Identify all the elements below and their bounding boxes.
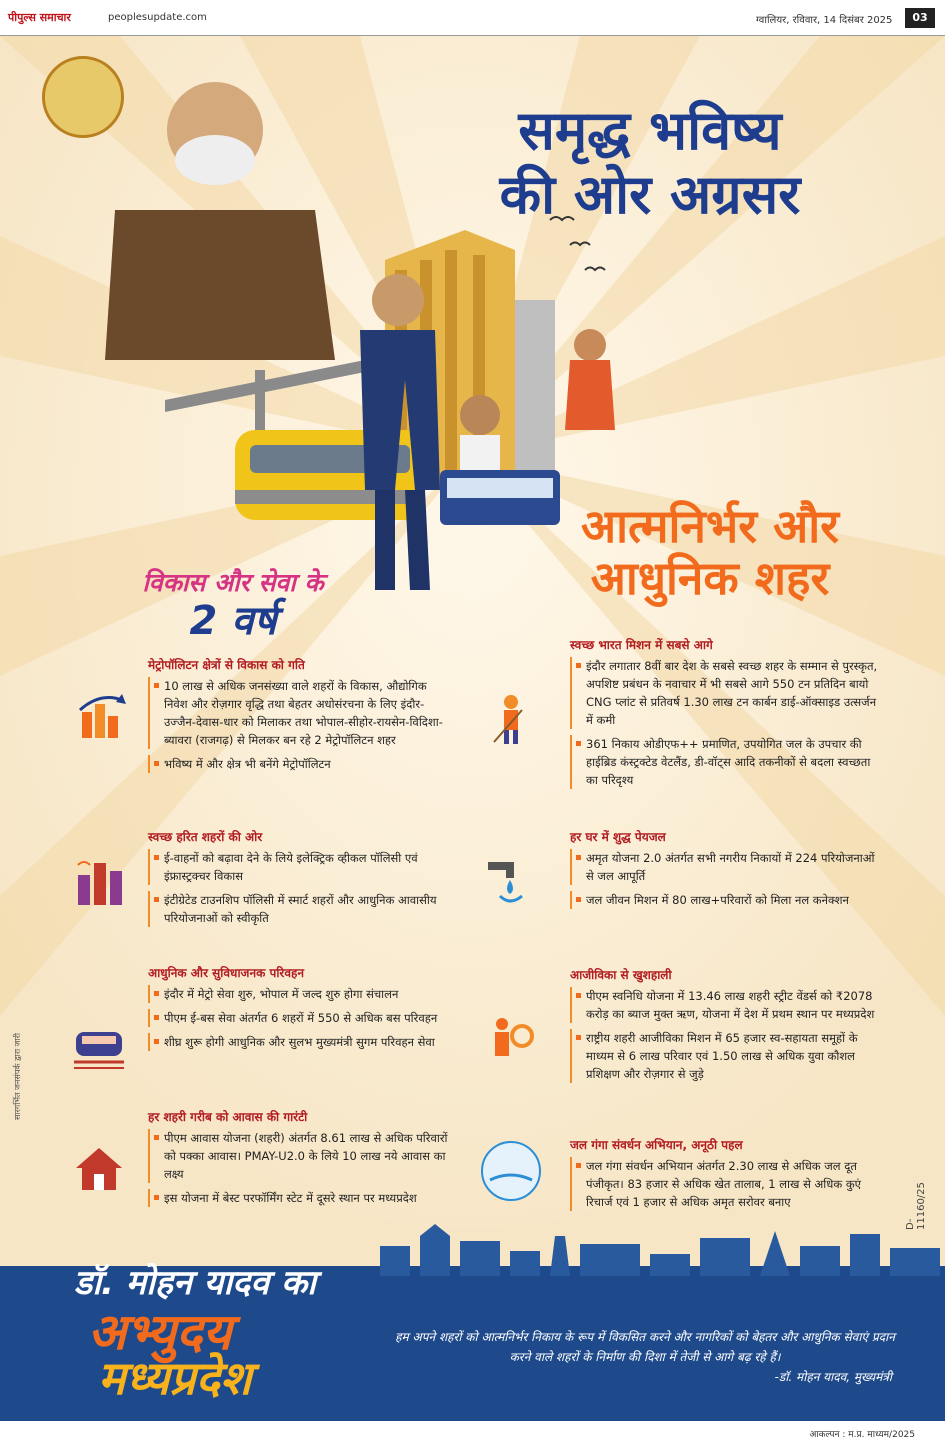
section-title: हर शहरी गरीब को आवास की गारंटी xyxy=(148,1110,308,1124)
livelihood-icon xyxy=(482,1010,540,1068)
headline2-line1: आत्मनिर्भर और xyxy=(581,499,839,553)
section-title: आजीविका से खुशहाली xyxy=(570,968,672,982)
bullet-point: भविष्य में और क्षेत्र भी बनेंगे मेट्रोपॉलिटन xyxy=(148,755,453,773)
bullet-point: इंदौर लगातार 8वीं बार देश के सबसे स्वच्छ शहर के सम्मान से पुरस्कृत, अपशिष्ट प्रबंधन के नवाचार में भी सबसे आगे 550 टन प्रतिदिन बायो CNG प्लांट से प्रतिवर्ष 1.30 लाख टन कार्बन डाई-ऑक्साइड उत्सर्जन में कमी xyxy=(570,657,878,729)
section-jal-ganga xyxy=(570,1136,878,1217)
main-headline xyxy=(440,98,860,226)
section-title: स्वच्छ भारत मिशन में सबसे आगे xyxy=(570,638,713,652)
ad-code: D-11160/25 xyxy=(905,1182,927,1230)
footer-title-line2: अभ्युदय xyxy=(88,1303,232,1361)
badge-line2: 2 वर्ष xyxy=(189,598,277,644)
cm-quote xyxy=(390,1327,900,1387)
bullet-point: शीघ्र शुरू होगी आधुनिक और सुलभ मुख्यमंत्री सुगम परिवहन सेवा xyxy=(148,1033,453,1051)
secondary-headline xyxy=(525,500,895,604)
bullet-point: पीएम आवास योजना (शहरी) अंतर्गत 8.61 लाख से अधिक परिवारों को पक्का आवास। PMAY-U2.0 के लिये 10 लाख नये आवास का लक्ष्य xyxy=(148,1129,453,1183)
jal-ganga-logo-icon xyxy=(480,1140,542,1202)
section-metropolitan xyxy=(148,656,453,779)
smart-city-icon xyxy=(72,855,130,913)
bullet-point: 361 निकाय ओडीएफ++ प्रमाणित, उपयोगित जल के उपचार की हाईब्रिड कंस्ट्रक्टेड वेटलैंड, डी-वॉट्स आदि तकनीकों से बदला स्वच्छता का परिदृश्य xyxy=(570,735,878,789)
bottom-strip xyxy=(0,1421,945,1445)
section-transport xyxy=(148,964,453,1057)
bullet-point: जल गंगा संवर्धन अभियान अंतर्गत 2.30 लाख से अधिक जल दूत पंजीकृत। 83 हजार से अधिक खेत तालाब, 1 लाख से अधिक कुएं रिचार्ज एवं 1 हजार से अधिक अमृत सरोवर बनाए xyxy=(570,1157,878,1211)
city-growth-icon xyxy=(72,690,130,748)
house-icon xyxy=(70,1140,128,1198)
water-tap-icon xyxy=(482,850,540,908)
bullet-point: पीएम स्वनिधि योजना में 13.46 लाख शहरी स्ट्रीट वेंडर्स को ₹2078 करोड़ का ब्याज मुक्त ऋण, योजना में देश में प्रथम स्थान पर मध्यप्रदेश xyxy=(570,987,878,1023)
section-title: आधुनिक और सुविधाजनक परिवहन xyxy=(148,966,305,980)
bullet-point: इंटीग्रेटेड टाउनशिप पॉलिसी में स्मार्ट शहरों और आधुनिक आवासीय परियोजनाओं को स्वीकृति xyxy=(148,891,453,927)
skyline-silhouette xyxy=(380,1216,940,1276)
section-title: मेट्रोपॉलिटन क्षेत्रों से विकास को गति xyxy=(148,658,305,672)
section-title: स्वच्छ हरित शहरों की ओर xyxy=(148,830,263,844)
bullet-point: 10 लाख से अधिक जनसंख्या वाले शहरों के विकास, औद्योगिक निवेश और रोज़गार वृद्धि तथा बेहतर अधोसंरचना के लिए इंदौर-उज्जैन-देवास-धार को मिलाकर तथा भोपाल-सीहोर-रायसेन-विदिशा-ब्यावरा (राजगढ़) से मिलकर बन रहे 2 मेट्रोपॉलिटन शहर xyxy=(148,677,453,749)
badge-line1: विकास और सेवा के xyxy=(142,568,324,597)
footer-title-line1: डॉ. मोहन यादव का xyxy=(74,1263,316,1303)
design-credit: आकल्पन : म.प्र. माध्यम/2025 xyxy=(809,1430,915,1440)
two-years-badge xyxy=(118,565,348,643)
bullet-point: इंदौर में मेट्रो सेवा शुरु, भोपाल में जल्द शुरु होगा संचालन xyxy=(148,985,453,1003)
headline-line1: समृद्ध भविष्य xyxy=(518,98,782,162)
bullet-point: जल जीवन मिशन में 80 लाख+परिवारों को मिला नल कनेक्शन xyxy=(570,891,878,909)
left-vertical-text: सारगर्भित जनसंपर्क द्वारा जारी xyxy=(13,1033,22,1120)
footer-title-line3: मध्यप्रदेश xyxy=(98,1351,252,1405)
section-swachh-bharat xyxy=(570,636,878,795)
bullet-point: अमृत योजना 2.0 अंतर्गत सभी नगरीय निकायों में 224 परियोजनाओं से जल आपूर्ति xyxy=(570,849,878,885)
headline2-line2: आधुनिक शहर xyxy=(590,551,830,605)
page-number: 03 xyxy=(905,8,935,28)
section-livelihood xyxy=(570,966,878,1089)
masthead xyxy=(0,0,945,36)
quote-attribution: -डॉ. मोहन यादव, मुख्यमंत्री xyxy=(774,1370,892,1384)
bullet-point: पीएम ई-बस सेवा अंतर्गत 6 शहरों में 550 से अधिक बस परिवहन xyxy=(148,1009,453,1027)
section-title: हर घर में शुद्ध पेयजल xyxy=(570,830,666,844)
masthead-dateline: ग्वालियर, रविवार, 14 दिसंबर 2025 xyxy=(756,15,893,26)
section-drinking-water xyxy=(570,828,878,915)
section-green-cities xyxy=(148,828,453,933)
masthead-site[interactable]: peoplesupdate.com xyxy=(108,12,207,23)
headline-line2: की ओर अग्रसर xyxy=(499,162,801,226)
section-title: जल गंगा संवर्धन अभियान, अनूठी पहल xyxy=(570,1138,743,1152)
quote-text: हम अपने शहरों को आत्मनिर्भर निकाय के रूप में विकसित करने और नागरिकों को बेहतर और आधुनिक सेवाएं प्रदान करने वाले शहरों के निर्माण की दिशा में तेजी से आगे बढ़ रहे हैं। xyxy=(395,1330,895,1364)
section-housing xyxy=(148,1108,453,1213)
bullet-point: इस योजना में बेस्ट परफॉर्मिंग स्टेट में दूसरे स्थान पर मध्यप्रदेश xyxy=(148,1189,453,1207)
bullet-point: ई-वाहनों को बढ़ावा देने के लिये इलेक्ट्रिक व्हीकल पॉलिसी एवं इंफ्रास्ट्रक्चर विकास xyxy=(148,849,453,885)
masthead-brand[interactable]: पीपुल्स समाचार xyxy=(8,11,71,24)
sweeper-icon xyxy=(482,690,540,748)
metro-train-icon xyxy=(70,1018,128,1076)
bullet-point: राष्ट्रीय शहरी आजीविका मिशन में 65 हजार स्व-सहायता समूहों के माध्यम से 6 लाख परिवार एवं 1.50 लाख से अधिक युवा कौशल प्रशिक्षण और रोज़गार से जुड़े xyxy=(570,1029,878,1083)
